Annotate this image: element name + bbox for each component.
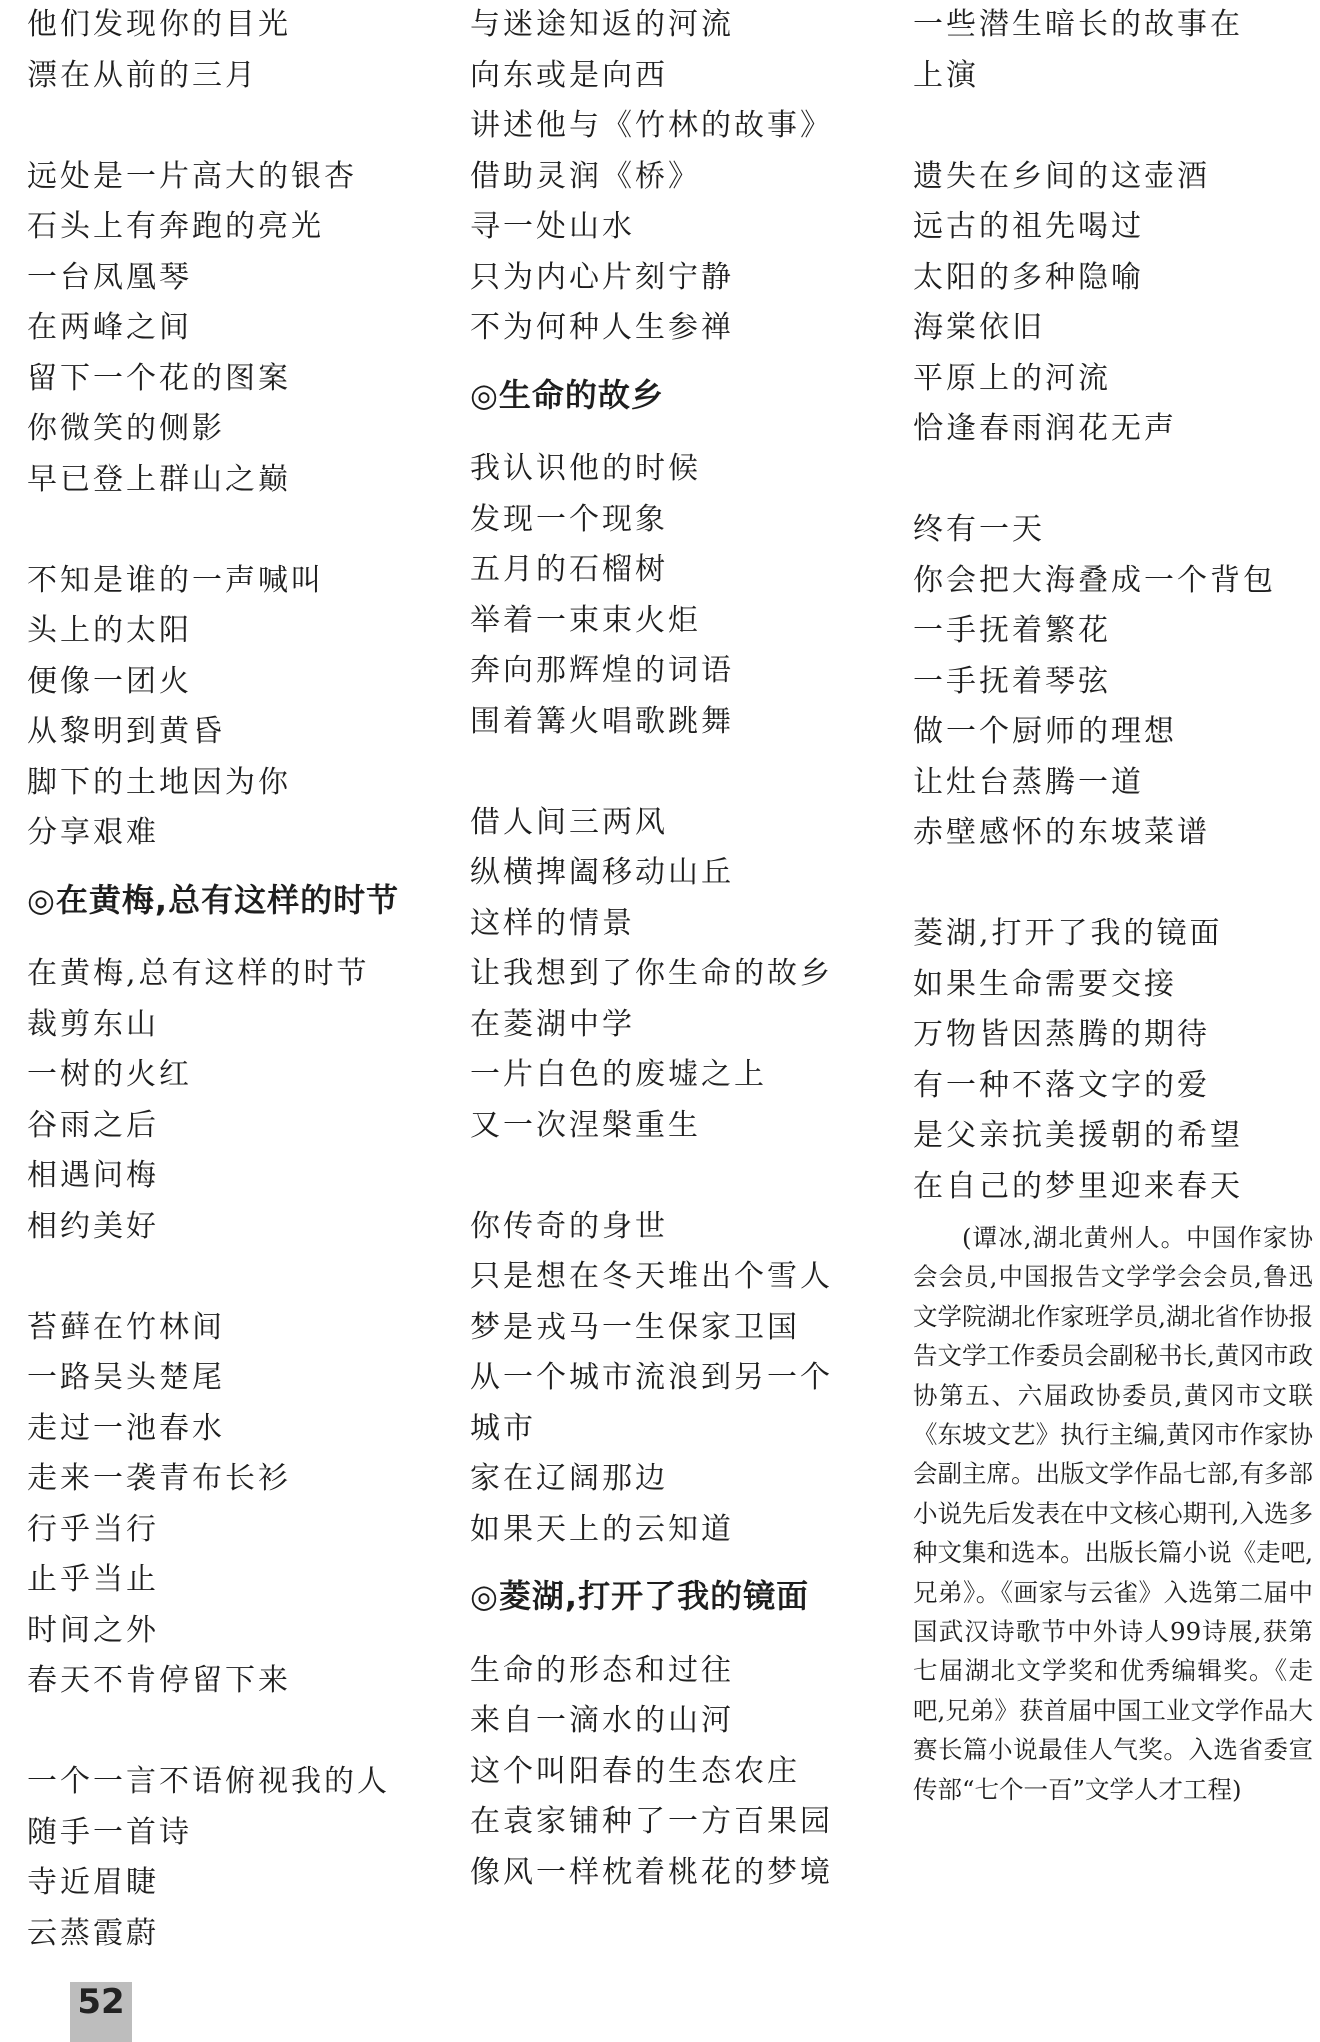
stanza	[913, 505, 1313, 859]
poem-line: 石头上有奔跑的亮光	[27, 209, 324, 244]
poem-line: 走来一袭青布长衫	[27, 1461, 291, 1496]
poem-line: 做一个厨师的理想	[913, 714, 1177, 749]
stanza	[470, 798, 890, 1152]
poem-line: 菱湖,打开了我的镜面	[913, 916, 1223, 951]
poem-line: 分享艰难	[27, 815, 159, 850]
column-1	[27, 0, 447, 1959]
poem-line: 在自己的梦里迎来春天	[913, 1168, 1243, 1204]
poem-line: 有一种不落文字的爱	[913, 1067, 1210, 1103]
author-bio: (谭冰,湖北黄州人。中国作家协会会员,中国报告文学学会会员,鲁迅文学院湖北作家班学员,湖北省作协报告文学工作委员会副秘书长,黄冈市政协第五、六届政协委员,黄冈市文联《东坡文艺》执行主编,黄冈市作家协会副主席。出版文学作品七部,有多部小说先后发表在中文核心期刊,入选多种文集和选本。出版长篇小说《走吧,兄弟》。《画家与云雀》入选第二届中国武汉诗歌节中外诗人99诗展,获第七届湖北文学奖和优秀编辑奖。《走吧,兄弟》获首届中国工业文学作品大赛长篇小说最佳人气奖。入选省委宣传部“七个一百”文学人才工程)	[913, 1223, 1313, 1804]
poem-line: 五月的石榴树	[470, 552, 668, 587]
stanza	[913, 0, 1313, 101]
poem-line: 奔向那辉煌的词语	[470, 653, 734, 688]
poem-line: 家在辽阔那边	[470, 1461, 668, 1496]
poem-line: 脚下的土地因为你	[27, 764, 291, 800]
poem-line: 远处是一片高大的银杏	[27, 158, 357, 194]
poem-line: 举着一束束火炬	[470, 602, 701, 638]
stanza	[27, 0, 447, 101]
poem-line: 走过一池春水	[27, 1410, 225, 1446]
poem-line: 寺近眉睫	[27, 1865, 159, 1900]
poem-line: 留下一个花的图案	[27, 360, 291, 396]
poem-line: 时间之外	[27, 1612, 159, 1648]
poem-line: 一手抚着琴弦	[913, 663, 1111, 699]
poem-line: 纵横捭阖移动山丘	[470, 855, 734, 890]
poem-line: 来自一滴水的山河	[470, 1703, 734, 1738]
poem-line: 恰逢春雨润花无声	[913, 411, 1177, 446]
poem-line: 这样的情景	[470, 905, 635, 941]
section-heading: ◎生命的故乡	[470, 375, 664, 414]
poem-line: 只是想在冬天堆出个雪人	[470, 1259, 833, 1294]
stanza	[27, 1303, 447, 1707]
poem-line: 让灶台蒸腾一道	[913, 764, 1144, 800]
stanza	[27, 152, 447, 506]
poem-line: 早已登上群山之巅	[27, 461, 291, 497]
poem-line: 万物皆因蒸腾的期待	[913, 1017, 1210, 1052]
stanza	[913, 909, 1313, 1212]
poem-line: 不为何种人生参禅	[470, 310, 734, 345]
poem-line: 裁剪东山	[27, 1006, 159, 1042]
poem-line: 从黎明到黄昏	[27, 714, 225, 749]
poem-line: 在袁家铺种了一方百果园	[470, 1804, 833, 1839]
poem-line: 我认识他的时候	[470, 451, 701, 486]
poem-line: 一路吴头楚尾	[27, 1360, 225, 1395]
poem-line: 一个一言不语俯视我的人	[27, 1764, 390, 1799]
stanza	[913, 152, 1313, 455]
poem-line: 一台凤凰琴	[27, 259, 192, 295]
stanza	[27, 949, 447, 1252]
poem-line: 苔藓在竹林间	[27, 1309, 225, 1345]
poem-line: 头上的太阳	[27, 613, 192, 648]
stanza	[470, 0, 890, 354]
poem-line: 梦是戎马一生保家卫国	[470, 1309, 800, 1345]
poem-line: 发现一个现象	[470, 501, 668, 537]
poem-line: 上演	[913, 57, 979, 93]
poem-line: 围着篝火唱歌跳舞	[470, 703, 734, 739]
poem-line: 赤壁感怀的东坡菜谱	[913, 815, 1210, 850]
poem-line: 在两峰之间	[27, 310, 192, 345]
page-number: 52	[70, 1982, 132, 2042]
poem-line: 春天不肯停留下来	[27, 1663, 291, 1698]
poem-line: 这个叫阳春的生态农庄	[470, 1753, 800, 1789]
poem-line: 便像一团火	[27, 663, 192, 699]
poem-line: 从一个城市流浪到另一个	[470, 1360, 833, 1395]
poem-line: 止乎当止	[27, 1562, 159, 1597]
poem-line: 让我想到了你生命的故乡	[470, 956, 833, 991]
poem-line: 借人间三两风	[470, 804, 668, 840]
poem-line: 城市	[470, 1410, 536, 1446]
poem-line: 海棠依旧	[913, 310, 1045, 345]
poem-line: 像风一样枕着桃花的梦境	[470, 1854, 833, 1890]
poem-line: 遗失在乡间的这壶酒	[913, 158, 1210, 194]
poem-line: 一树的火红	[27, 1057, 192, 1092]
poem-line: 行乎当行	[27, 1511, 159, 1547]
column-2	[470, 0, 890, 1898]
poem-line: 借助灵润《桥》	[470, 158, 701, 194]
poem-line: 只为内心片刻宁静	[470, 259, 734, 295]
stanza	[27, 1757, 447, 1959]
stanza	[470, 1202, 890, 1556]
poem-line: 终有一天	[913, 512, 1045, 547]
poem-line: 如果天上的云知道	[470, 1511, 734, 1547]
poem-line: 谷雨之后	[27, 1107, 159, 1143]
poem-line: 如果生命需要交接	[913, 966, 1177, 1002]
section-heading: ◎在黄梅,总有这样的时节	[27, 880, 400, 919]
poem-line: 平原上的河流	[913, 360, 1111, 396]
poem-line: 寻一处山水	[470, 209, 635, 244]
poem-line: 在菱湖中学	[470, 1006, 635, 1042]
poem-line: 讲述他与《竹林的故事》	[470, 108, 833, 143]
poem-line: 不知是谁的一声喊叫	[27, 562, 324, 598]
poem-line: 向东或是向西	[470, 57, 668, 93]
poem-line: 随手一首诗	[27, 1814, 192, 1850]
stanza	[470, 444, 890, 747]
poem-line: 一手抚着繁花	[913, 613, 1111, 648]
poem-line: 一些潜生暗长的故事在	[913, 7, 1243, 42]
poem-line: 是父亲抗美援朝的希望	[913, 1118, 1243, 1153]
poem-line: 你会把大海叠成一个背包	[913, 562, 1276, 598]
poem-line: 你传奇的身世	[470, 1208, 668, 1244]
poem-line: 远古的祖先喝过	[913, 209, 1144, 244]
poem-line: 漂在从前的三月	[27, 57, 258, 93]
poem-line: 在黄梅,总有这样的时节	[27, 956, 370, 991]
stanza	[27, 556, 447, 859]
poem-line: 相遇问梅	[27, 1158, 159, 1193]
poem-line: 生命的形态和过往	[470, 1652, 734, 1688]
poem-line: 与迷途知返的河流	[470, 7, 734, 42]
poem-line: 他们发现你的目光	[27, 7, 291, 42]
column-3	[913, 0, 1313, 1809]
poem-line: 又一次涅槃重生	[470, 1107, 701, 1143]
poem-line: 云蒸霞蔚	[27, 1915, 159, 1951]
poem-line: 你微笑的侧影	[27, 411, 225, 446]
poem-line: 相约美好	[27, 1208, 159, 1244]
poem-line: 太阳的多种隐喻	[913, 259, 1144, 295]
stanza	[470, 1646, 890, 1899]
section-heading: ◎菱湖,打开了我的镜面	[470, 1577, 810, 1615]
poem-line: 一片白色的废墟之上	[470, 1057, 767, 1092]
